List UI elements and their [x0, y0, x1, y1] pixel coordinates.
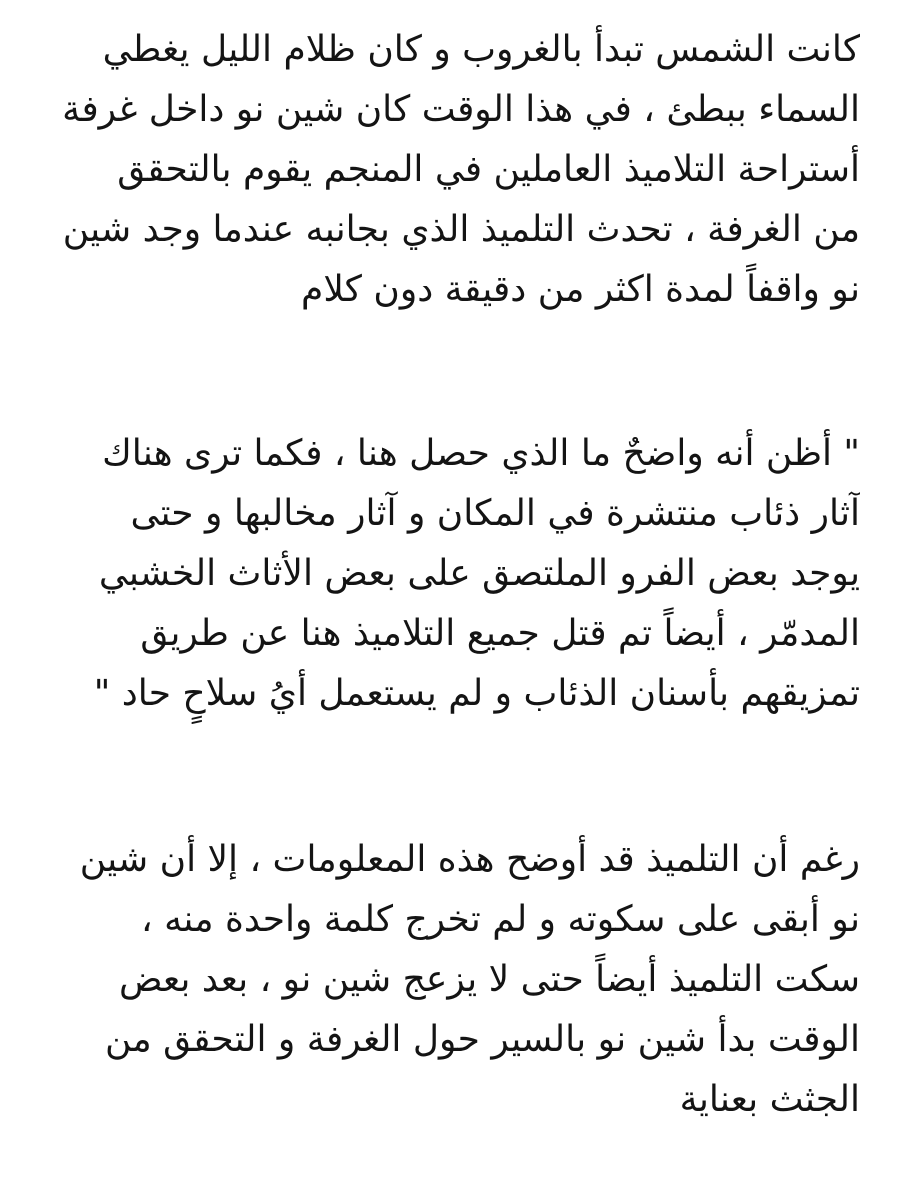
text-line: السماء ببطئ ، في هذا الوقت كان شين نو داخل غرفة: [62, 89, 860, 130]
text-line: يوجد بعض الفرو الملتصق على بعض الأثاث الخشبي: [98, 553, 860, 594]
text-line: تمزيقهم بأسنان الذئاب و لم يستعمل أيُ سلاحٍ حاد ": [93, 673, 860, 714]
text-line: نو واقفاً لمدة اكثر من دقيقة دون كلام: [301, 269, 860, 310]
text-line: الوقت بدأ شين نو بالسير حول الغرفة و التحقق من: [105, 1019, 860, 1060]
story-paragraph: [45, 424, 860, 724]
text-line: أستراحة التلاميذ العاملين في المنجم يقوم بالتحقق: [117, 149, 860, 190]
text-line: آثار ذئاب منتشرة في المكان و آثار مخالبها و حتى: [130, 493, 860, 534]
text-line: " أظن أنه واضحٌ ما الذي حصل هنا ، فكما ترى هناك: [102, 433, 860, 474]
text-line: نو أبقى على سكوته و لم تخرج كلمة واحدة منه ،: [141, 899, 860, 940]
text-line: رغم أن التلميذ قد أوضح هذه المعلومات ، إلا أن شين: [79, 839, 860, 880]
text-line: كانت الشمس تبدأ بالغروب و كان ظلام الليل يغطي: [102, 29, 860, 70]
text-line: سكت التلميذ أيضاً حتى لا يزعج شين نو ، بعد بعض: [118, 959, 860, 1000]
text-line: المدمّر ، أيضاً تم قتل جميع التلاميذ هنا عن طريق: [140, 613, 860, 654]
text-line: من الغرفة ، تحدث التلميذ الذي بجانبه عندما وجد شين: [62, 209, 860, 250]
story-paragraph: [45, 20, 860, 320]
story-paragraph: [45, 830, 860, 1130]
text-line: الجثث بعناية: [679, 1079, 860, 1120]
